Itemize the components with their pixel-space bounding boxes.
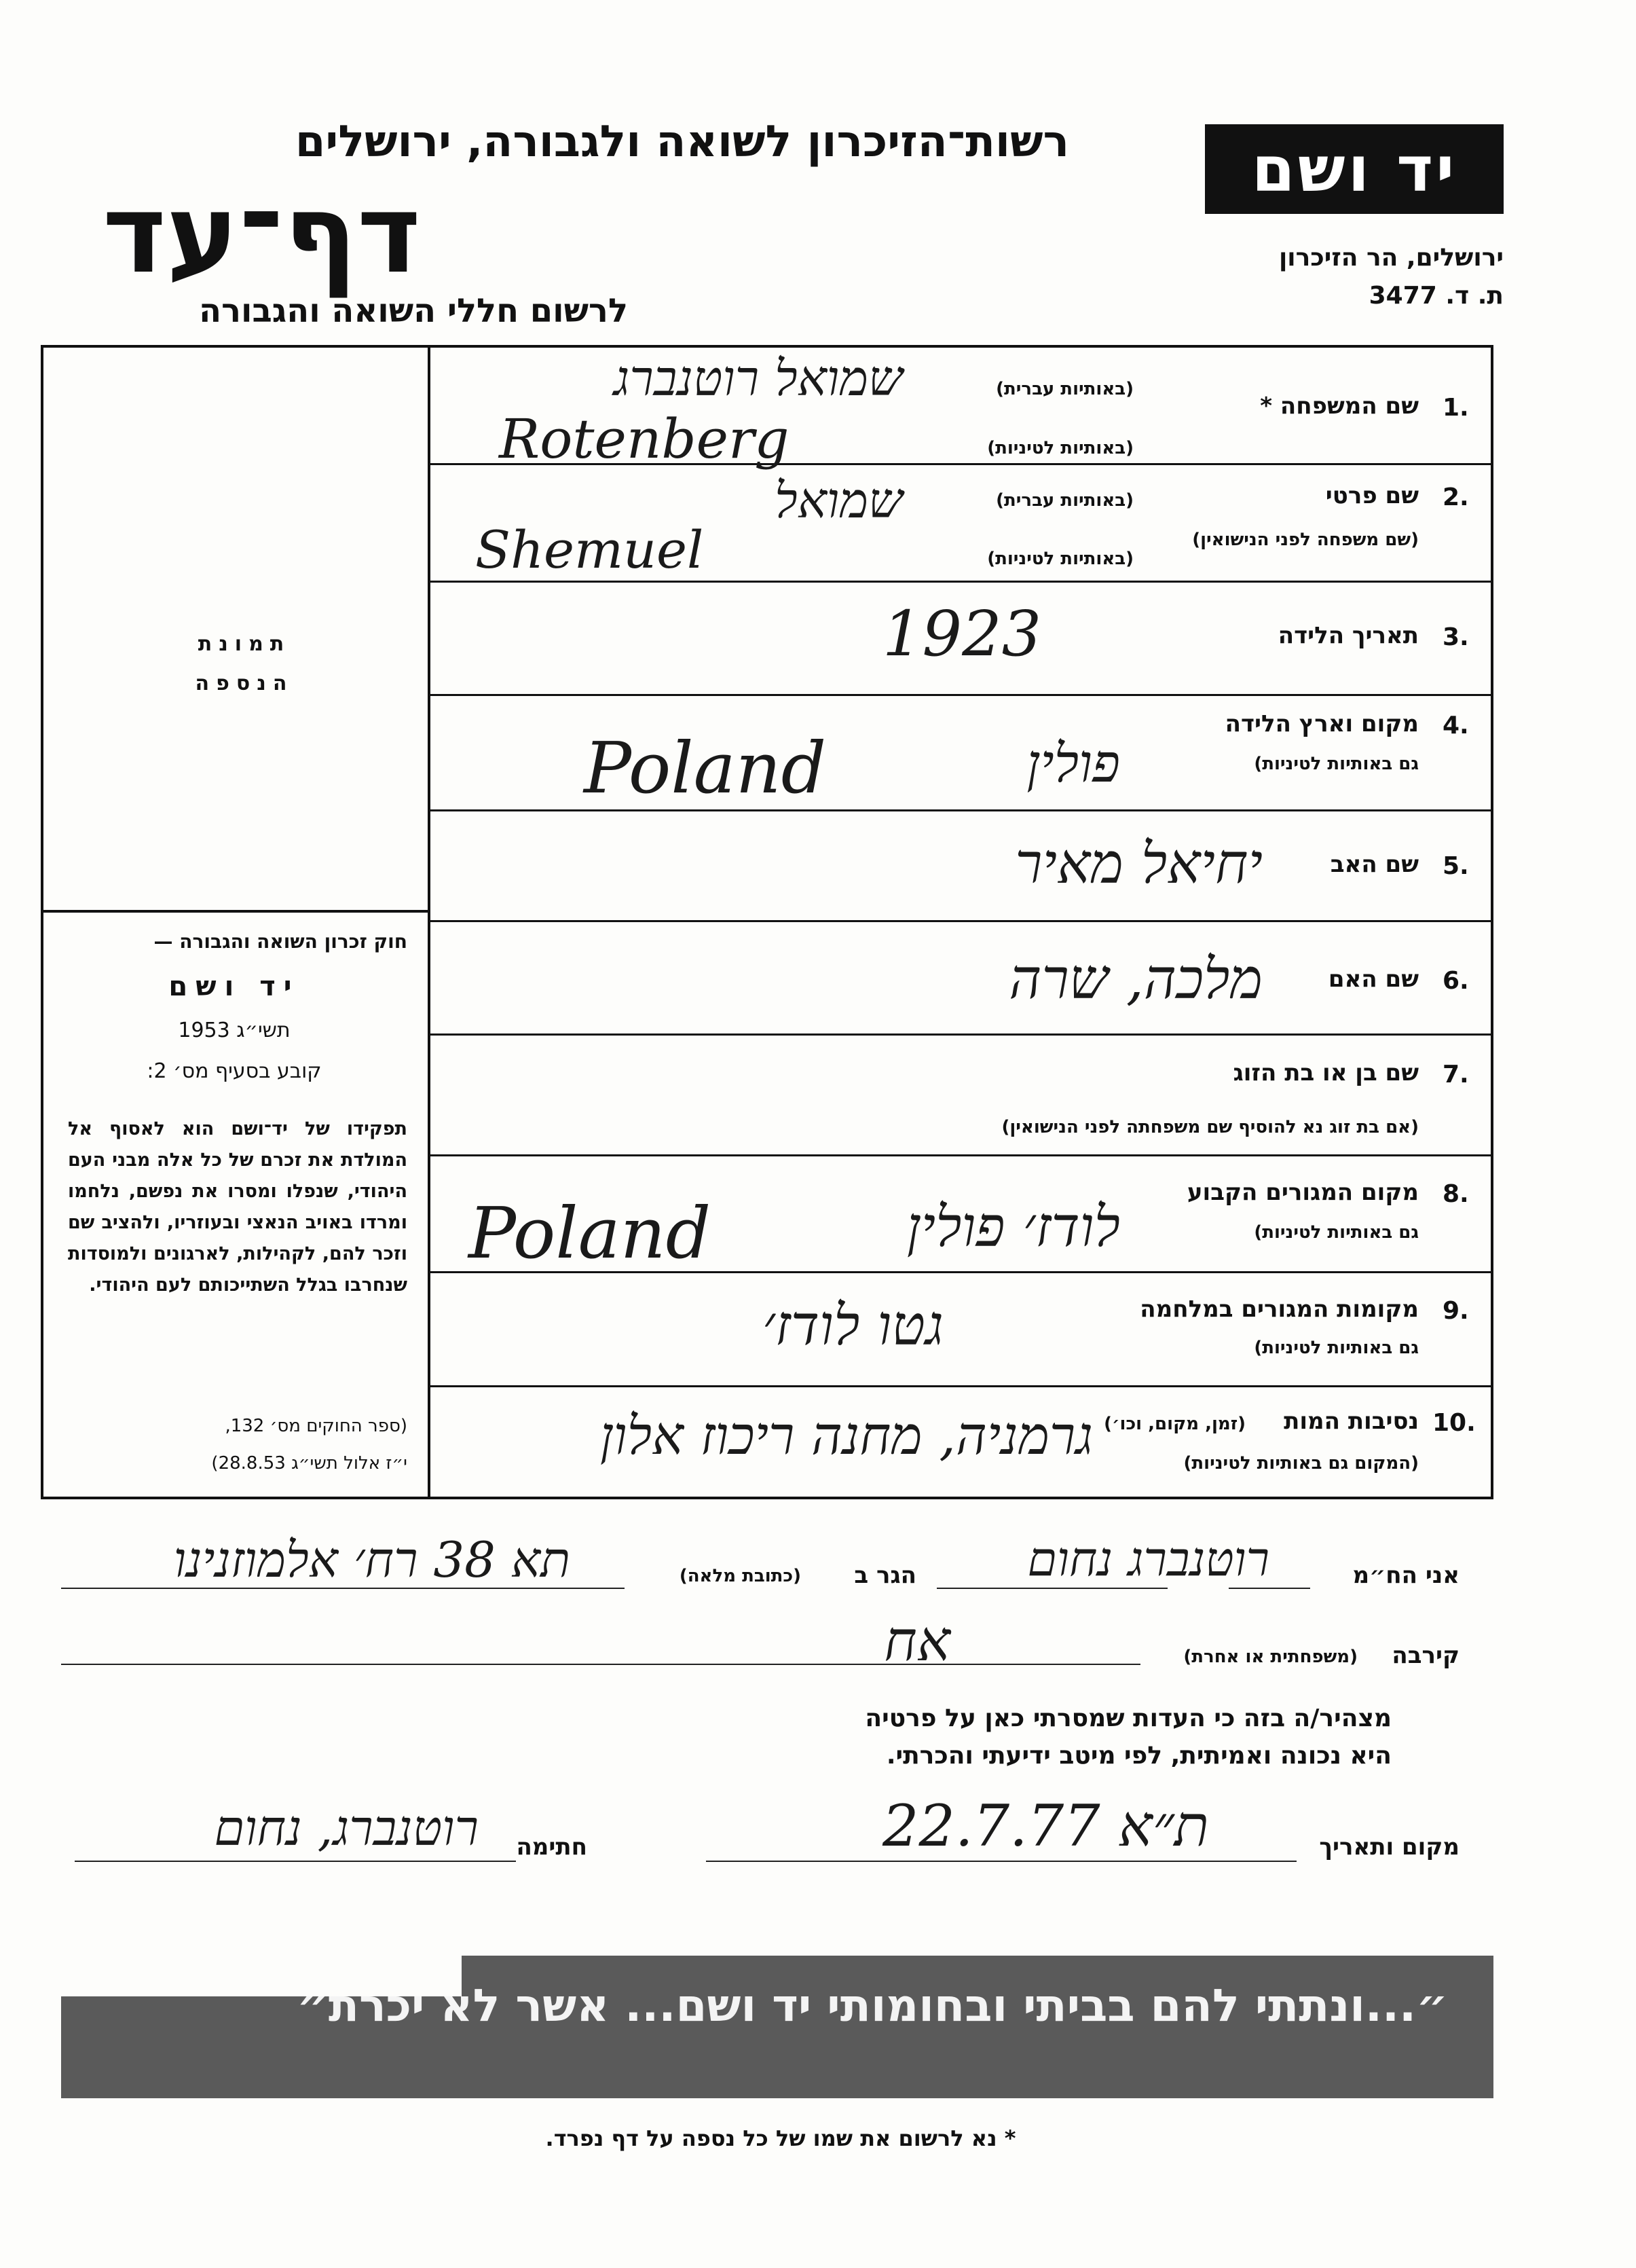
place-date-value: 22.7.77 ת״א: [882, 1793, 1209, 1859]
hint-latin: (באותיות לטיניות): [987, 438, 1134, 458]
birth-place-latin-value: Poland: [584, 727, 827, 809]
hint-also-latin: גם באותיות לטיניות): [1254, 1222, 1419, 1243]
residence-latin-value: Poland: [468, 1192, 711, 1275]
hint-also-latin: גם באותיות לטיניות): [1254, 754, 1419, 774]
kinship-label: קירבה: [1392, 1642, 1460, 1669]
residence-hebrew-value: לודז׳ פולין: [906, 1195, 1120, 1260]
surname-latin-value: Rotenberg: [499, 407, 789, 471]
underline: [61, 1664, 1140, 1665]
page-title: דף־עד: [102, 170, 421, 297]
kinship-value: אח: [884, 1609, 950, 1674]
field-label-death-circumstances: נסיבות המות: [1284, 1408, 1419, 1435]
photo-placeholder: [176, 625, 312, 703]
underline: [937, 1588, 1168, 1589]
underline: [1229, 1588, 1310, 1589]
field-label-first-name: שם פרטי: [1325, 482, 1419, 509]
row-divider: [428, 1385, 1493, 1387]
field-label-birth-place: מקום וארץ הלידה: [1225, 710, 1419, 737]
yad-vashem-logo: יד ושם: [1205, 124, 1504, 214]
place-date-label: מקום ותאריך: [1319, 1833, 1460, 1861]
kinship-hint: (משפחתית או אחרת): [1183, 1647, 1358, 1667]
field-number: 4.: [1443, 712, 1469, 739]
row-divider: [428, 581, 1493, 583]
photo-label-1: תמונת: [198, 632, 291, 656]
hint-also-latin: גם באותיות לטיניות): [1254, 1338, 1419, 1358]
field-label-wartime-residence: מקומות המגורים במלחמה: [1140, 1296, 1419, 1323]
field-number: 10.: [1432, 1409, 1476, 1437]
first-name-latin-value: Shemuel: [475, 519, 704, 580]
field-label-residence: מקום המגורים הקבוע: [1187, 1179, 1419, 1206]
wartime-residence-value: גטו לודז׳: [762, 1294, 944, 1358]
field-number: 7.: [1443, 1061, 1469, 1089]
surname-hebrew-value: שמואל רוטנברג: [613, 350, 903, 407]
field-number: 1.: [1443, 394, 1469, 422]
address: ירושלים, הר הזיכרון: [1278, 244, 1504, 272]
address-block: [1279, 239, 1504, 315]
field-number: 8.: [1443, 1180, 1469, 1208]
underline: [706, 1861, 1297, 1862]
law-section: קובע בסעיף מס׳ 2:: [147, 1059, 322, 1083]
field-label-spouse: שם בן או בת הזוג: [1233, 1059, 1419, 1086]
birth-place-hebrew-value: פולין: [1026, 733, 1120, 794]
po-box: ת. ד. 3477: [1369, 282, 1504, 310]
underline: [75, 1861, 516, 1862]
field-number: 3.: [1443, 623, 1469, 651]
law-name: יד ושם: [168, 971, 300, 1002]
page-subtitle: לרשום חללי השואה והגבורה: [199, 292, 628, 330]
declaration-line: מצהיר/ה בזה כי העדות שמסרתי כאן על פרטיה: [865, 1704, 1392, 1732]
banner-quote: ״...ונתתי להם בביתי ובחומותי יד ושם... אשר לא יכרת״: [297, 1979, 1448, 2032]
field-label-mother-name: שם האם: [1328, 966, 1419, 993]
photo-label-2: הנספה: [195, 672, 294, 695]
field-number: 6.: [1443, 967, 1469, 995]
field-label-father-name: שם האב: [1330, 851, 1419, 878]
father-name-value: יחיאל מאיר: [1015, 832, 1263, 896]
death-circumstances-value: גרמניה, מחנה ריכוז אלון: [599, 1406, 1093, 1467]
sidebar-divider: [41, 910, 430, 913]
hint-hebrew: (באותיות עברית): [996, 490, 1134, 511]
law-heading: חוק זכרון השואה והגבורה —: [153, 930, 407, 953]
full-address-hint: (כתובת מלאה): [679, 1566, 801, 1586]
field-label-birth-date: תאריך הלידה: [1278, 622, 1419, 649]
law-body: תפקידו של יד־ושם הוא לאסוף אל המולדת את זכרם של כל אלה מבני העם היהודי, שנפלו ומסרו את נפשם, נלחמו ומרדו באויב הנאצי ובעוזריו, ולהציב שם וזכר להם, לקהילות, לארגונים ולמוסדות שנחרבו בגלל השתייכותם לעם היהודי.: [68, 1118, 407, 1296]
row-divider: [428, 920, 1493, 922]
law-year: תשי״ג 1953: [178, 1019, 291, 1042]
declaration-line: היא נכונה ואמיתית, לפי מיטב ידיעתי והכרתי.: [886, 1742, 1392, 1770]
birth-date-value: 1923: [882, 598, 1042, 670]
signature-label: חתימה: [516, 1833, 587, 1861]
row-divider: [428, 809, 1493, 811]
law-reference: י״ז אלול תשי״ג 28.8.53): [211, 1453, 407, 1474]
mother-name-value: מלכה, שרה: [1009, 947, 1263, 1012]
row-divider: [428, 694, 1493, 696]
row-divider: [428, 1154, 1493, 1156]
law-reference: (ספר החוקים מס׳ 132,: [225, 1416, 407, 1436]
first-name-hebrew-value: שמואל: [775, 472, 903, 529]
hint-latin: (באותיות לטיניות): [987, 549, 1134, 569]
resides-label: הגר ב: [854, 1562, 916, 1589]
declarant-label: אני הח״מ: [1352, 1562, 1460, 1589]
declarant-name-value: רוטנברג נחום: [1027, 1531, 1269, 1587]
row-divider: [428, 1034, 1493, 1036]
field-number: 5.: [1443, 852, 1469, 880]
hint-maiden: (שם משפחה לפני הנישואין): [1192, 530, 1419, 550]
org-name: רשות־הזיכרון לשואה ולגבורה, ירושלים: [295, 117, 1069, 167]
field-label-surname: שם המשפחה *: [1260, 392, 1419, 420]
hint-death-question: (זמן, מקום, וכו׳): [1104, 1414, 1246, 1434]
footnote: * נא לרשום את שמו של כל נספה על דף נפרד.: [545, 2125, 1016, 2151]
column-divider: [428, 345, 430, 1499]
declarant-address-value: תא 38 רח׳ אלמוזנינו: [173, 1531, 570, 1588]
signature-value: רוטנברג, נחום: [214, 1799, 479, 1857]
field-number: 2.: [1443, 483, 1469, 511]
hint-spouse: (אם בת זוג נא להוסיף שם משפחתה לפני הנישואין): [1001, 1117, 1419, 1137]
hint-death-place: (המקום גם באותיות לטיניות): [1183, 1453, 1419, 1474]
field-number: 9.: [1443, 1297, 1469, 1325]
hint-hebrew: (באותיות עברית): [996, 379, 1134, 399]
